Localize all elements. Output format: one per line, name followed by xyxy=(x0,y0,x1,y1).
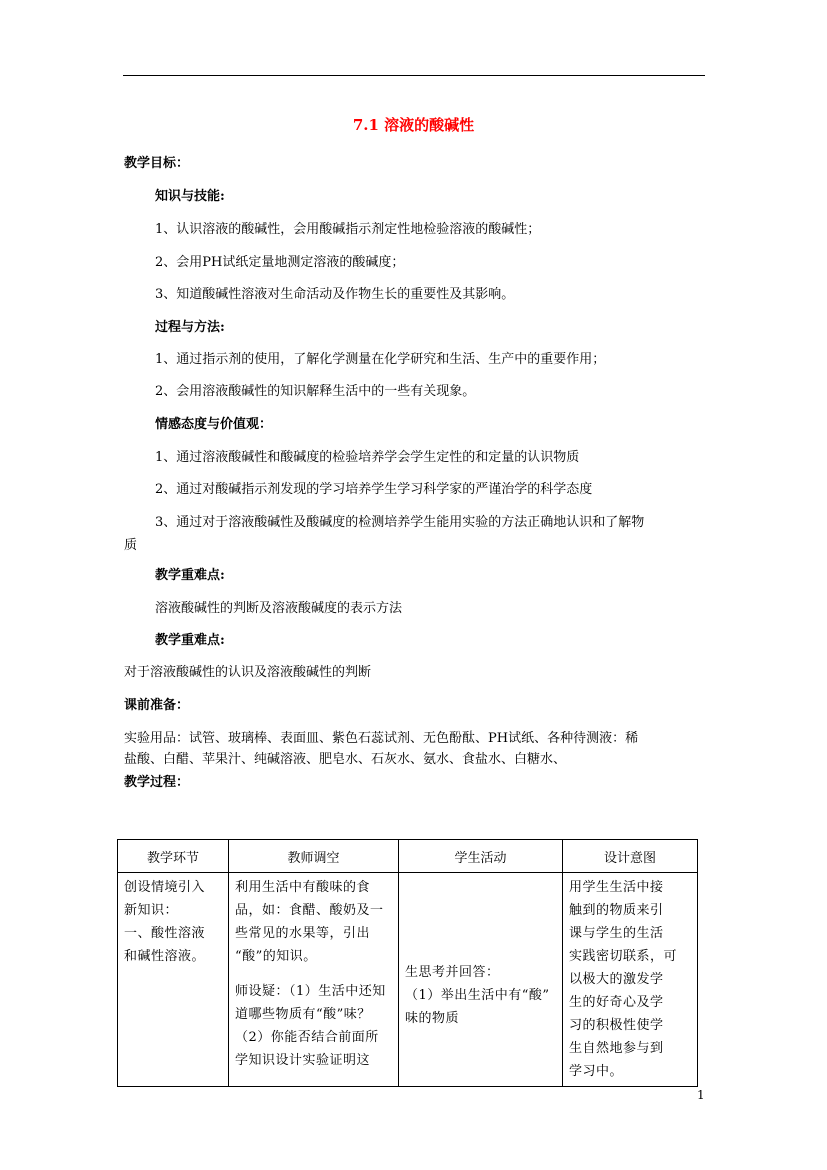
table-header-cell: 教师调空 xyxy=(229,840,399,873)
knowledge-heading: 知识与技能: xyxy=(155,189,225,204)
stage-line: 和碱性溶液。 xyxy=(124,949,206,964)
intent-line: 触到的物质来引 xyxy=(569,903,664,918)
student-cell xyxy=(399,873,563,1087)
student-line: （1）举出生活中有“酸” xyxy=(405,988,550,1003)
knowledge-item: 3、知道酸碱性溶液对生命活动及作物生长的重要性及其影响。 xyxy=(155,287,515,302)
knowledge-item: 1、认识溶液的酸碱性，会用酸碱指示剂定性地检验溶液的酸碱性； xyxy=(155,222,541,237)
stage-line: 一、酸性溶液 xyxy=(124,926,206,941)
teacher-line: 利用生活中有酸味的食 xyxy=(235,880,371,895)
student-line: 味的物质 xyxy=(405,1011,460,1026)
emotion-item: 1、通过溶液酸碱性和酸碱度的检验培养学会学生定性的和定量的认识物质 xyxy=(155,450,580,465)
key-points-heading: 教学重难点: xyxy=(155,568,225,583)
stage-line: 创设情境引入 xyxy=(124,880,206,895)
intent-line: 以极大的激发学 xyxy=(569,972,664,987)
student-line: 生思考并回答： xyxy=(405,965,500,980)
emotion-heading: 情感态度与价值观： xyxy=(155,417,273,432)
prep-line: 实验用品：试管、玻璃棒、表面皿、紫色石蕊试剂、无色酚酞、PH试纸、各种待测液：稀 xyxy=(124,731,639,746)
teacher-line: 师设疑：（1）生活中还知 xyxy=(235,984,386,999)
intent-line: 习的积极性使学 xyxy=(569,1018,664,1033)
teacher-line: 道哪些物质有“酸”味？ xyxy=(235,1007,371,1022)
process-heading: 过程与方法: xyxy=(155,320,225,335)
intent-line: 学习中。 xyxy=(569,1064,624,1079)
intent-line: 课与学生的生活 xyxy=(569,926,664,941)
intent-line: 用学生生活中接 xyxy=(569,880,664,895)
objectives-heading: 教学目标： xyxy=(124,156,190,171)
process-item: 2、会用溶液酸碱性的知识解释生活中的一些有关现象。 xyxy=(155,384,476,399)
teacher-line: 品，如：食醋、酸奶及一 xyxy=(235,903,384,918)
intent-line: 生的好奇心及学 xyxy=(569,995,664,1010)
intent-line: 实践密切联系，可 xyxy=(569,949,678,964)
table-header-cell: 设计意图 xyxy=(563,840,698,873)
emotion-item-continuation: 质 xyxy=(124,538,138,553)
table-header-cell: 学生活动 xyxy=(399,840,563,873)
teacher-line: 学知识设计实验证明这 xyxy=(235,1053,371,1068)
intent-cell xyxy=(563,873,698,1087)
lesson-process-table xyxy=(117,839,698,1087)
prep-heading: 课前准备： xyxy=(124,698,190,713)
stage-line: 新知识： xyxy=(124,903,179,918)
emotion-item: 3、通过对于溶液酸碱性及酸碱度的检测培养学生能用实验的方法正确地认识和了解物 xyxy=(155,515,645,530)
emotion-item: 2、通过对酸碱指示剂发现的学习培养学生学习科学家的严谨治学的科学态度 xyxy=(155,482,593,497)
process-item: 1、通过指示剂的使用，了解化学测量在化学研究和生活、生产中的重要作用； xyxy=(155,352,606,367)
table-row xyxy=(118,873,698,1087)
teacher-line: 些常见的水果等，引出 xyxy=(235,926,371,941)
process-table-heading: 教学过程： xyxy=(124,775,190,790)
prep-line: 盐酸、白醋、苹果汁、纯碱溶液、肥皂水、石灰水、氨水、食盐水、白糖水、 xyxy=(124,752,567,767)
header-rule xyxy=(123,75,705,76)
difficulty-heading: 教学重难点: xyxy=(155,633,225,648)
table-header-cell: 教学环节 xyxy=(118,840,229,873)
table-header-row xyxy=(118,840,698,873)
page-title: 7.1 溶液的酸碱性 xyxy=(352,116,475,134)
stage-cell xyxy=(118,873,229,1087)
teacher-line: “酸”的知识。 xyxy=(235,949,317,964)
difficulty-text: 对于溶液酸碱性的认识及溶液酸碱性的判断 xyxy=(124,665,372,680)
knowledge-item: 2、会用PH试纸定量地测定溶液的酸碱度； xyxy=(155,255,405,270)
intent-line: 生自然地参与到 xyxy=(569,1041,664,1056)
page-number: 1 xyxy=(697,1088,705,1102)
key-points-text: 溶液酸碱性的判断及溶液酸碱度的表示方法 xyxy=(155,601,403,616)
teacher-line: （2）你能否结合前面所 xyxy=(235,1030,379,1045)
teacher-cell xyxy=(229,873,399,1087)
